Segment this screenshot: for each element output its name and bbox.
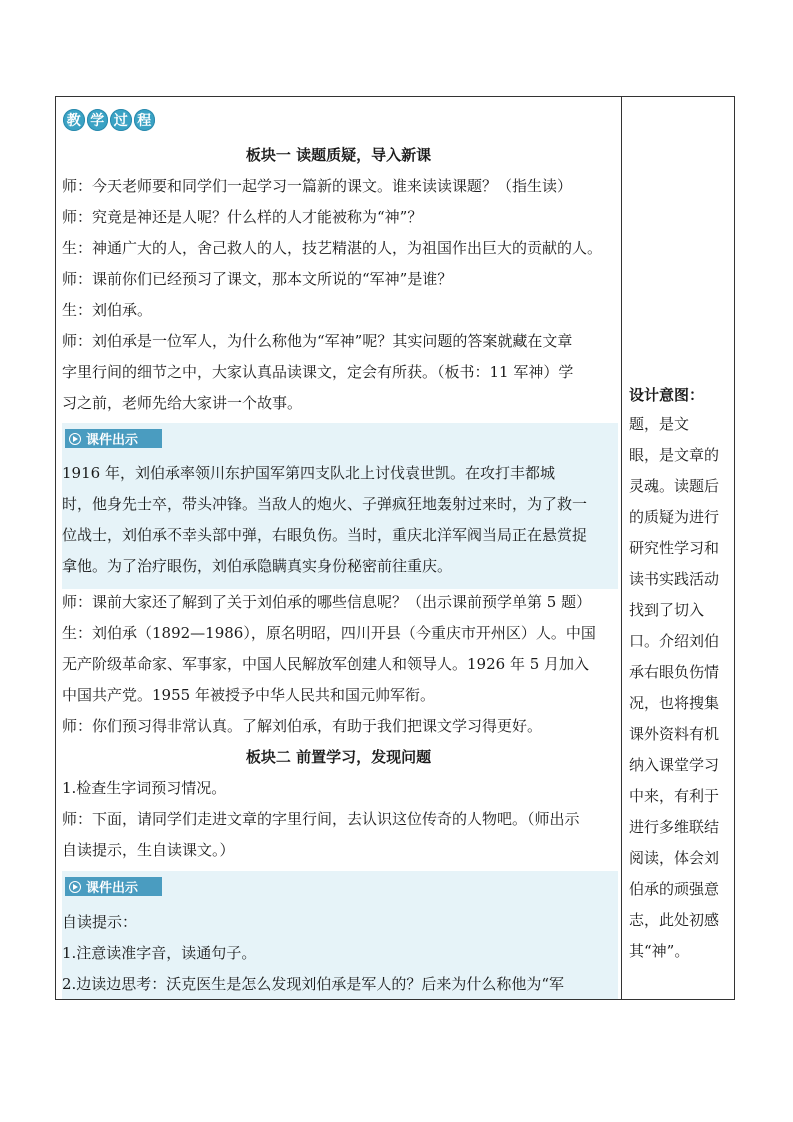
- design-intent-line: 况，也将搜集: [629, 694, 720, 712]
- paragraph: 无产阶级革命家、军事家，中国人民解放军创建人和领导人。1926 年 5 月加入: [62, 655, 590, 673]
- paragraph: 师：课前大家还了解到了关于刘伯承的哪些信息呢？（出示课前预学单第 5 题）: [62, 593, 592, 611]
- section2-title: 板块二 前置学习，发现问题: [245, 748, 432, 766]
- lesson-table: [55, 96, 735, 1000]
- courseware-tag: [65, 877, 162, 896]
- design-intent-line: 志，此处初感: [629, 911, 720, 929]
- design-intent-line: 承右眼负伤情: [629, 663, 720, 681]
- design-intent-line: 读书实践活动: [629, 570, 720, 588]
- badge-char: 程: [134, 109, 156, 131]
- design-intent-line: 题，是文: [629, 415, 690, 433]
- reading-tip-line: 2.边读边思考：沃克医生是怎么发现刘伯承是军人的？后来为什么称他为“军: [62, 975, 564, 993]
- paragraph: 师：下面，请同学们走进文章的字里行间，去认识这位传奇的人物吧。（师出示: [62, 810, 580, 828]
- design-intent-line: 口。介绍刘伯: [629, 632, 720, 650]
- paragraph: 1.检查生字词预习情况。: [62, 779, 227, 797]
- play-icon: [69, 881, 81, 893]
- design-intent-line: 其“神”。: [629, 942, 690, 960]
- design-intent-line: 课外资料有机: [629, 725, 720, 743]
- paragraph: 师：课前你们已经预习了课文，那本文所说的“军神”是谁？: [62, 270, 453, 288]
- design-intent-line: 找到了切入: [629, 601, 705, 619]
- design-intent-column: [622, 97, 734, 999]
- design-intent-line: 研究性学习和: [629, 539, 720, 557]
- paragraph: 自读提示，生自读课文。）: [62, 841, 235, 859]
- design-intent-line: 眼，是文章的: [629, 446, 720, 464]
- design-intent-line: 的质疑为进行: [629, 508, 720, 526]
- story-line: 时，他身先士卒，带头冲锋。当敌人的炮火、子弹疯狂地轰射过来时，为了救一: [62, 495, 588, 513]
- design-intent-line: 进行多维联结: [629, 818, 720, 836]
- badge-char: 学: [87, 109, 109, 131]
- story-line: 拿他。为了治疗眼伤，刘伯承隐瞒真实身份秘密前往重庆。: [62, 557, 453, 575]
- paragraph: 生：神通广大的人，舍己救人的人，技艺精湛的人，为祖国作出巨大的贡献的人。: [62, 239, 603, 257]
- badge-char: 过: [110, 109, 132, 131]
- paragraph: 字里行间的细节之中，大家认真品读课文，定会有所获。（板书：11 军神）学: [62, 363, 574, 381]
- story-line: 位战士，刘伯承不幸头部中弹，右眼负伤。当时，重庆北洋军阀当局正在悬赏捉: [62, 526, 588, 544]
- tag-label: 课件出示: [86, 433, 139, 448]
- paragraph: 师：今天老师要和同学们一起学习一篇新的课文。谁来读读课题？（指生读）: [62, 177, 573, 195]
- reading-tip-line: 自读提示：: [62, 913, 138, 931]
- design-intent-line: 纳入课堂学习: [629, 756, 720, 774]
- paragraph: 生：刘伯承。: [62, 301, 153, 319]
- tag-label: 课件出示: [86, 881, 139, 896]
- reading-tip-line: 1.注意读准字音，读通句子。: [62, 944, 257, 962]
- paragraph: 习之前，老师先给大家讲一个故事。: [62, 394, 303, 412]
- paragraph: 师：刘伯承是一位军人，为什么称他为“军神”呢？其实问题的答案就藏在文章: [62, 332, 573, 350]
- courseware-tag: [65, 429, 162, 448]
- paragraph: 中国共产党。1955 年被授予中华人民共和国元帅军衔。: [62, 686, 435, 704]
- paragraph: 师：你们预习得非常认真。了解刘伯承，有助于我们把课文学习得更好。: [62, 717, 543, 735]
- paragraph: 生：刘伯承（1892—1986），原名明昭，四川开县（今重庆市开州区）人。中国: [62, 624, 596, 642]
- paragraph: 师：究竟是神还是人呢？什么样的人才能被称为“神”？: [62, 208, 423, 226]
- badge-char: 教: [63, 109, 85, 131]
- story-line: 1916 年，刘伯承率领川东护国军第四支队北上讨伐袁世凯。在攻打丰都城: [62, 464, 555, 482]
- design-intent-line: 中来，有利于: [629, 787, 720, 805]
- design-intent-title: 设计意图：: [629, 386, 705, 404]
- teaching-process-badge: [63, 109, 155, 133]
- design-intent-line: 伯承的顽强意: [629, 880, 720, 898]
- design-intent-line: 阅读，体会刘: [629, 849, 720, 867]
- play-icon: [69, 433, 81, 445]
- section1-title: 板块一 读题质疑，导入新课: [245, 146, 432, 164]
- design-intent-line: 灵魂。读题后: [629, 477, 720, 495]
- main-column: [56, 97, 621, 999]
